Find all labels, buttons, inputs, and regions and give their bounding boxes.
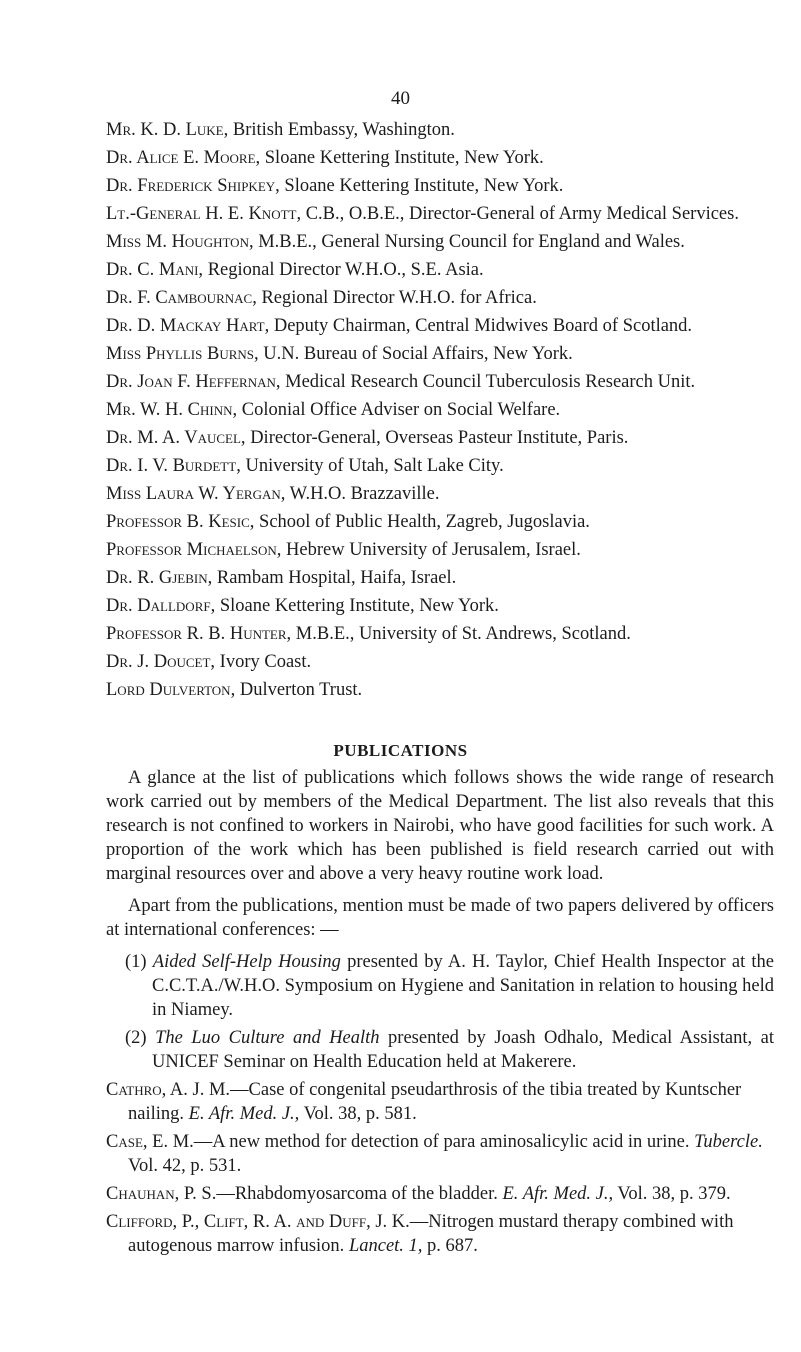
attendee-detail: M.B.E., General Nursing Council for England and Wales.	[253, 232, 685, 252]
conference-item	[106, 950, 774, 1022]
attendee-list	[106, 118, 774, 706]
attendee-name: Dr. J. Doucet,	[106, 652, 216, 672]
attendee-name: Dr. D. Mackay Hart,	[106, 316, 270, 336]
attendee-name: Dr. Dalldorf,	[106, 596, 216, 616]
attendee-detail: M.B.E., University of St. Andrews, Scotland.	[291, 624, 631, 644]
conference-detail: presented by A. H. Taylor, Chief Health Inspector at the C.C.T.A./W.H.O. Symposium on Hygiene and Sanitation in relation to housing held in Niamey.	[152, 952, 775, 1020]
reference-authors: Clifford, P., Clift, R. A. and Duff, J. K.	[106, 1212, 410, 1232]
attendee-name: Dr. M. A. Vaucel,	[106, 428, 246, 448]
conference-number: (1)	[125, 952, 153, 972]
reference-title: —Case of congenital pseudarthrosis of the tibia treated by Kuntscher nailing.	[128, 1080, 742, 1124]
attendee-entry	[106, 202, 774, 226]
attendee-detail: W.H.O. Brazzaville.	[285, 484, 440, 504]
attendee-entry	[106, 650, 774, 674]
attendee-detail: University of Utah, Salt Lake City.	[240, 456, 504, 476]
attendee-name: Dr. I. V. Burdett,	[106, 456, 241, 476]
attendee-entry	[106, 510, 774, 534]
attendee-entry	[106, 454, 774, 478]
conference-item	[106, 1026, 774, 1074]
section-heading: PUBLICATIONS	[333, 741, 468, 760]
attendee-detail: School of Public Health, Zagreb, Jugoslavia.	[254, 512, 590, 532]
attendee-entry	[106, 146, 774, 170]
attendee-entry	[106, 286, 774, 310]
reference-title: —Nitrogen mustard therapy combined with autogenous marrow infusion.	[128, 1212, 734, 1256]
attendee-detail: Regional Director W.H.O. for Africa.	[256, 288, 537, 308]
reference-tail: p. 687.	[422, 1236, 478, 1256]
reference-entry	[106, 1130, 774, 1178]
attendee-entry	[106, 314, 774, 338]
attendee-detail: Rambam Hospital, Haifa, Israel.	[212, 568, 457, 588]
reference-journal: Lancet. 1,	[348, 1236, 423, 1256]
attendee-entry	[106, 622, 774, 646]
reference-tail: Vol. 42, p. 531.	[128, 1156, 242, 1176]
attendee-name: Mr. K. D. Luke,	[106, 120, 229, 140]
reference-journal: E. Afr. Med. J.,	[502, 1184, 614, 1204]
attendee-detail: C.B., O.B.E., Director-General of Army Medical Services.	[301, 204, 739, 224]
attendee-detail: Regional Director W.H.O., S.E. Asia.	[203, 260, 484, 280]
conferences-paragraph: Apart from the publications, mention must be made of two papers delivered by officers at international conferences: —	[106, 896, 774, 940]
reference-title: —Rhabdomyosarcoma of the bladder.	[216, 1184, 503, 1204]
attendee-detail: Sloane Kettering Institute, New York.	[279, 176, 564, 196]
attendee-detail: U.N. Bureau of Social Affairs, New York.	[258, 344, 573, 364]
reference-title: —A new method for detection of para aminosalicylic acid in urine.	[193, 1132, 695, 1152]
attendee-name: Professor R. B. Hunter,	[106, 624, 292, 644]
conference-title: Aided Self-Help Housing	[152, 952, 341, 972]
reference-tail: Vol. 38, p. 581.	[299, 1104, 417, 1124]
attendee-name: Dr. Frederick Shipkey,	[106, 176, 280, 196]
attendee-name: Professor B. Kesic,	[106, 512, 255, 532]
conference-number: (2)	[125, 1028, 156, 1048]
attendee-name: Lord Dulverton,	[106, 680, 236, 700]
reference-authors: Cathro, A. J. M.	[106, 1080, 231, 1100]
attendee-entry	[106, 174, 774, 198]
attendee-detail: Deputy Chairman, Central Midwives Board of Scotland.	[269, 316, 693, 336]
attendee-name: Miss Laura W. Yergan,	[106, 484, 286, 504]
reference-entry	[106, 1078, 774, 1126]
attendee-entry	[106, 230, 774, 254]
attendee-detail: British Embassy, Washington.	[228, 120, 455, 140]
reference-journal: E. Afr. Med. J.,	[188, 1104, 300, 1124]
conference-detail: presented by Joash Odhalo, Medical Assistant, at UNICEF Seminar on Health Education held at Makerere.	[152, 1028, 774, 1072]
reference-entry	[106, 1210, 774, 1258]
intro-paragraph: A glance at the list of publications which follows shows the wide range of research work carried out by members of the Medical Department. The list also reveals that this research is not confined to workers in Nairobi, who have good facilities for such work. A proportion of the work which has been published is field research carried out with marginal resources over and above a very heavy routine work load.	[106, 768, 774, 884]
attendee-entry	[106, 426, 774, 450]
conference-title: The Luo Culture and Health	[155, 1028, 380, 1048]
attendee-name: Dr. Joan F. Heffernan,	[106, 372, 281, 392]
attendee-detail: Medical Research Council Tuberculosis Research Unit.	[280, 372, 696, 392]
attendee-name: Mr. W. H. Chinn,	[106, 400, 238, 420]
reference-entry	[106, 1182, 774, 1206]
attendee-entry	[106, 342, 774, 366]
attendee-detail: Director-General, Overseas Pasteur Institute, Paris.	[245, 428, 629, 448]
publications-section	[106, 766, 774, 1262]
attendee-entry	[106, 398, 774, 422]
attendee-entry	[106, 370, 774, 394]
attendee-name: Lt.-General H. E. Knott,	[106, 204, 302, 224]
reference-authors: Case, E. M.	[106, 1132, 194, 1152]
attendee-detail: Dulverton Trust.	[235, 680, 363, 700]
attendee-entry	[106, 118, 774, 142]
attendee-detail: Ivory Coast.	[215, 652, 312, 672]
attendee-detail: Colonial Office Adviser on Social Welfare.	[237, 400, 561, 420]
attendee-detail: Sloane Kettering Institute, New York.	[260, 148, 544, 168]
attendee-name: Miss M. Houghton,	[106, 232, 254, 252]
attendee-name: Dr. R. Gjebin,	[106, 568, 213, 588]
attendee-entry	[106, 566, 774, 590]
attendee-entry	[106, 678, 774, 702]
reference-authors: Chauhan, P. S.	[106, 1184, 217, 1204]
page-number: 40	[391, 88, 410, 109]
attendee-detail: Hebrew University of Jerusalem, Israel.	[281, 540, 581, 560]
reference-tail: Vol. 38, p. 379.	[613, 1184, 731, 1204]
attendee-name: Miss Phyllis Burns,	[106, 344, 259, 364]
attendee-name: Dr. C. Mani,	[106, 260, 204, 280]
attendee-entry	[106, 482, 774, 506]
attendee-name: Professor Michaelson,	[106, 540, 282, 560]
attendee-name: Dr. Alice E. Moore,	[106, 148, 261, 168]
attendee-detail: Sloane Kettering Institute, New York.	[215, 596, 499, 616]
attendee-entry	[106, 258, 774, 282]
reference-journal: Tubercle.	[694, 1132, 763, 1152]
attendee-entry	[106, 538, 774, 562]
attendee-entry	[106, 594, 774, 618]
attendee-name: Dr. F. Cambournac,	[106, 288, 257, 308]
